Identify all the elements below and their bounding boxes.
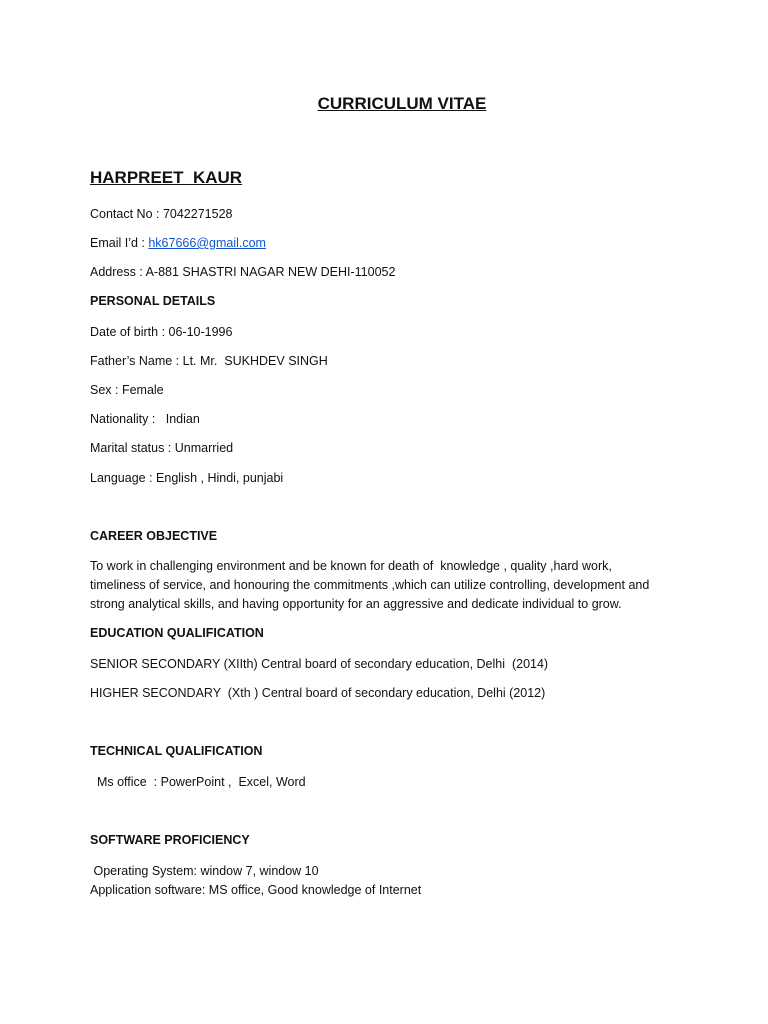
operating-system: Operating System: window 7, window 10 xyxy=(90,864,319,878)
career-objective-text xyxy=(90,557,680,614)
language: Language : English , Hindi, punjabi xyxy=(90,471,284,485)
personal-details-heading: PERSONAL DETAILS xyxy=(90,294,216,308)
contact-number: Contact No : 7042271528 xyxy=(90,207,233,221)
technical-heading: TECHNICAL QUALIFICATION xyxy=(90,744,263,758)
marital-status: Marital status : Unmarried xyxy=(90,441,234,455)
senior-secondary: SENIOR SECONDARY (XIIth) Central board of secondary education, Delhi (2014) xyxy=(90,657,549,671)
email-row xyxy=(90,234,266,253)
nationality: Nationality : Indian xyxy=(90,412,200,426)
email-label: Email I’d : xyxy=(90,236,149,250)
applicant-name: HARPREET KAUR xyxy=(90,168,243,187)
career-objective-heading: CAREER OBJECTIVE xyxy=(90,529,218,543)
career-objective-line: To work in challenging environment and be known for death of knowledge , quality ,hard work, xyxy=(90,559,612,573)
application-software: Application software: MS office, Good knowledge of Internet xyxy=(90,883,422,897)
education-heading: EDUCATION QUALIFICATION xyxy=(90,626,264,640)
sex: Sex : Female xyxy=(90,383,164,397)
address: Address : A-881 SHASTRI NAGAR NEW DEHI-110052 xyxy=(90,265,396,279)
document-title: CURRICULUM VITAE xyxy=(317,94,487,113)
career-objective-line: strong analytical skills, and having opportunity for an aggressive and dedicate individual to grow. xyxy=(90,597,622,611)
date-of-birth: Date of birth : 06-10-1996 xyxy=(90,325,233,339)
email-link[interactable]: hk67666@gmail.com xyxy=(148,236,266,250)
fathers-name: Father’s Name : Lt. Mr. SUKHDEV SINGH xyxy=(90,354,328,368)
higher-secondary: HIGHER SECONDARY (Xth ) Central board of secondary education, Delhi (2012) xyxy=(90,686,546,700)
software-heading: SOFTWARE PROFICIENCY xyxy=(90,833,250,847)
career-objective-line: timeliness of service, and honouring the commitments ,which can utilize controlling, development and xyxy=(90,578,650,592)
ms-office-skills: Ms office : PowerPoint , Excel, Word xyxy=(90,775,306,789)
